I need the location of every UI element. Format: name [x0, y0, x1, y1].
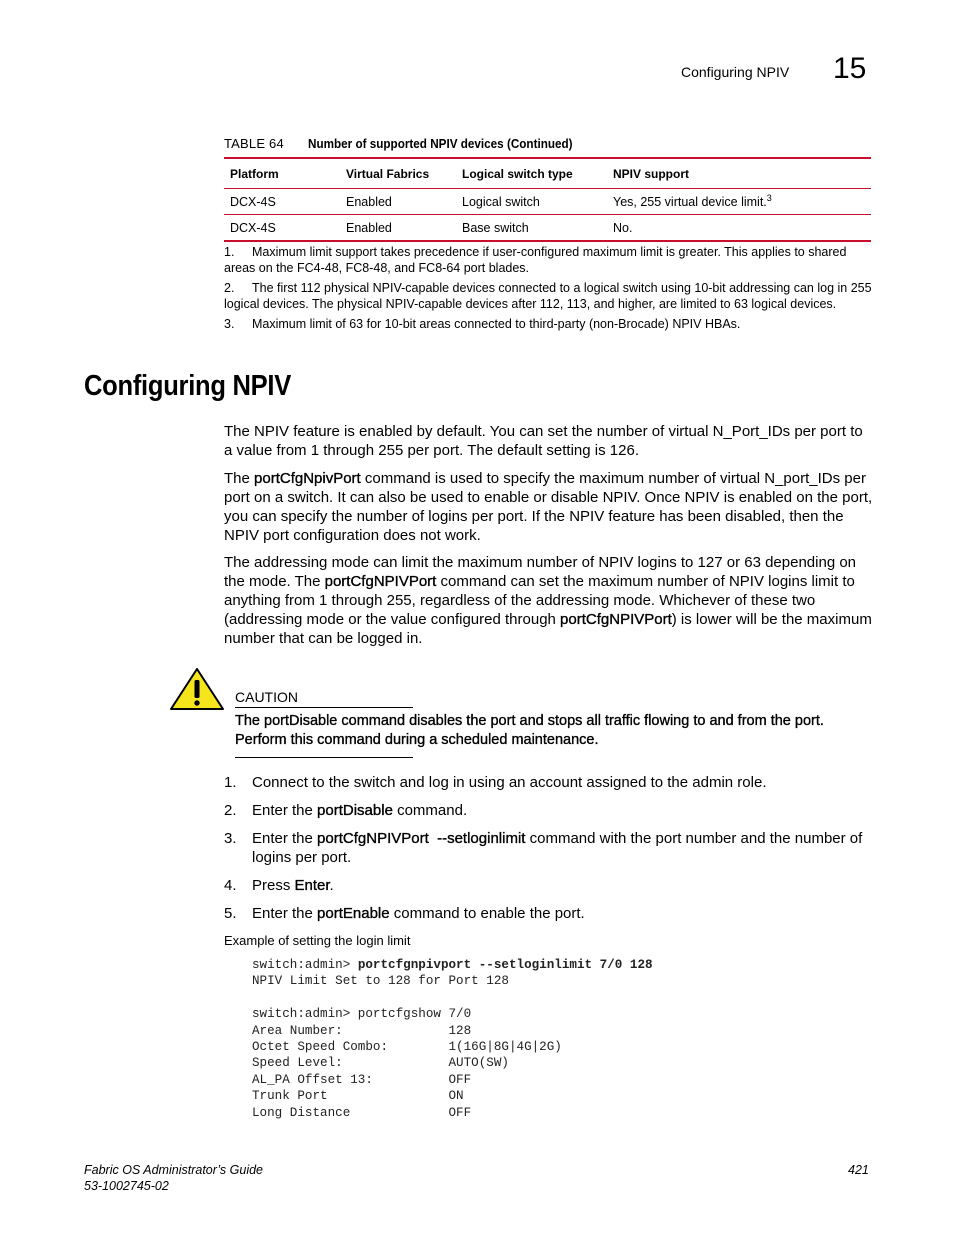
step-number: 4. — [224, 877, 237, 894]
column-header: NPIV support — [607, 158, 871, 189]
column-header: Virtual Fabrics — [340, 158, 456, 189]
text-run: Press — [252, 877, 295, 894]
code-command: portcfgnpivport --setloginlimit 7/0 128 — [357, 958, 653, 972]
footnote-text: Maximum limit support takes precedence if user-configured maximum limit is greater. This applies to shared areas on the FC4-48, FC8-48, and FC8-64 port blades. — [224, 245, 847, 275]
procedure-step — [224, 876, 869, 895]
text-run: Connect to the switch and log in using an account assigned to the admin role. — [252, 774, 767, 791]
code-output: NPIV Limit Set to 128 for Port 128 switch:admin> portcfgshow 7/0 Area Number: 128 Octet Speed Combo: 1(16G|8G|4G|2G) Speed Level: AUTO(SW) AL_PA Offset 13: OFF Trunk Port ON Long Distance OFF — [252, 974, 562, 1120]
step-text — [252, 801, 869, 820]
table-row — [224, 189, 871, 215]
text-run: command to enable the port. — [389, 905, 585, 922]
command-name: portCfgNPIVPort — [324, 573, 437, 590]
paragraph: The NPIV feature is enabled by default. You can set the number of virtual N_Port_IDs per port to a value from 1 through 255 per port. The default setting is 126. — [224, 423, 863, 459]
footnote-number: 1. — [224, 245, 235, 259]
footer-guide-title: Fabric OS Administrator’s Guide — [84, 1163, 263, 1177]
command-name: portCfgNpivPort — [254, 470, 361, 487]
column-header: Logical switch type — [456, 158, 607, 189]
footnote — [224, 316, 872, 332]
text-run: The — [224, 470, 255, 487]
text-run: Enter the — [252, 802, 318, 819]
page-number: 421 — [848, 1163, 869, 1177]
step-number: 3. — [224, 830, 237, 847]
table-label: TABLE 64 — [224, 136, 284, 151]
text-run: Enter the — [252, 830, 318, 847]
column-header: Platform — [224, 158, 340, 189]
table-title: Number of supported NPIV devices (Continued) — [308, 136, 573, 151]
table-cell: Base switch — [456, 215, 607, 242]
procedure-step — [224, 773, 869, 792]
table-cell: Enabled — [340, 189, 456, 215]
step-number: 2. — [224, 802, 237, 819]
step-text — [252, 773, 869, 792]
code-example — [252, 957, 653, 1121]
command-name: portCfgNPIVPort — [560, 611, 672, 628]
caution-text: The portDisable command disables the port and stops all traffic flowing to and from the port. Perform this command during a scheduled maintenance. — [235, 713, 824, 748]
footnote-ref: 3 — [766, 193, 772, 204]
footer-doc-id: 53-1002745-02 — [84, 1179, 169, 1193]
table-header-row — [224, 158, 871, 189]
footnote — [224, 244, 872, 276]
step-text — [252, 829, 869, 867]
key-name: Enter — [294, 877, 330, 894]
paragraph — [224, 553, 874, 648]
table-caption — [224, 136, 602, 151]
running-header-title: Configuring NPIV — [681, 64, 790, 80]
footnote-text: Maximum limit of 63 for 10-bit areas connected to third-party (non-Brocade) NPIV HBAs. — [252, 317, 741, 331]
text-run: command with the port number and the number of logins per port. — [252, 830, 863, 866]
example-heading: Example of setting the login limit — [224, 933, 411, 948]
table-cell: DCX-4S — [224, 189, 340, 215]
procedure-step — [224, 801, 869, 820]
step-text — [252, 904, 869, 923]
table-row — [224, 215, 871, 242]
text-run: command is used to specify the maximum number of virtual N_port_IDs per port on a switch. It can also be used to enable or disable NPIV. Once NPIV is enabled on the port, you can specify the number of logins per port. If the NPIV feature has been disabled, then the NPIV port configuration does not work. — [224, 470, 873, 544]
procedure-step — [224, 829, 869, 867]
text-run: Enter the — [252, 905, 318, 922]
chapter-number: 15 — [833, 52, 867, 85]
code-prompt: switch:admin> — [252, 958, 358, 972]
command-name: portEnable — [317, 905, 390, 922]
cell-text: Yes, 255 virtual device limit. — [613, 195, 767, 210]
step-number: 5. — [224, 905, 237, 922]
text-run: command. — [392, 802, 468, 819]
procedure-step — [224, 904, 869, 923]
command-name: portCfgNPIVPort --setloginlimit — [317, 830, 526, 847]
text-run: ) is lower will be the maximum number that can be logged in. — [224, 611, 872, 647]
table-cell: No. — [607, 215, 871, 242]
footnote-text: The first 112 physical NPIV-capable devices connected to a logical switch using 10-bit addressing can log in 255 logical devices. The physical NPIV-capable devices after 112, 113, and higher, are limited to 63 logical devices. — [224, 281, 872, 311]
table-cell: Logical switch — [456, 189, 607, 215]
caution-bottom-rule — [235, 757, 413, 758]
paragraph — [224, 469, 874, 545]
caution-label: CAUTION — [235, 689, 298, 705]
footnote-number: 3. — [224, 317, 235, 331]
section-heading: Configuring NPIV — [84, 370, 292, 402]
command-name: portDisable — [317, 802, 393, 819]
step-number: 1. — [224, 774, 237, 791]
text-run: . — [329, 877, 334, 894]
warning-triangle-icon — [169, 667, 225, 711]
npiv-devices-table — [224, 157, 871, 242]
footnote — [224, 280, 872, 312]
table-cell: Enabled — [340, 215, 456, 242]
table-cell — [607, 189, 871, 215]
footnote-number: 2. — [224, 281, 235, 295]
table-cell: DCX-4S — [224, 215, 340, 242]
step-text — [252, 876, 869, 895]
caution-top-rule — [235, 707, 413, 708]
text-run: The addressing mode can limit the maximum number of NPIV logins to 127 or 63 depending on the mode. The — [224, 554, 857, 590]
text-run: command can set the maximum number of NPIV logins limit to anything from 1 through 255, regardless of the addressing mode. Whichever of these two (addressing mode or the value configured through — [224, 573, 855, 628]
